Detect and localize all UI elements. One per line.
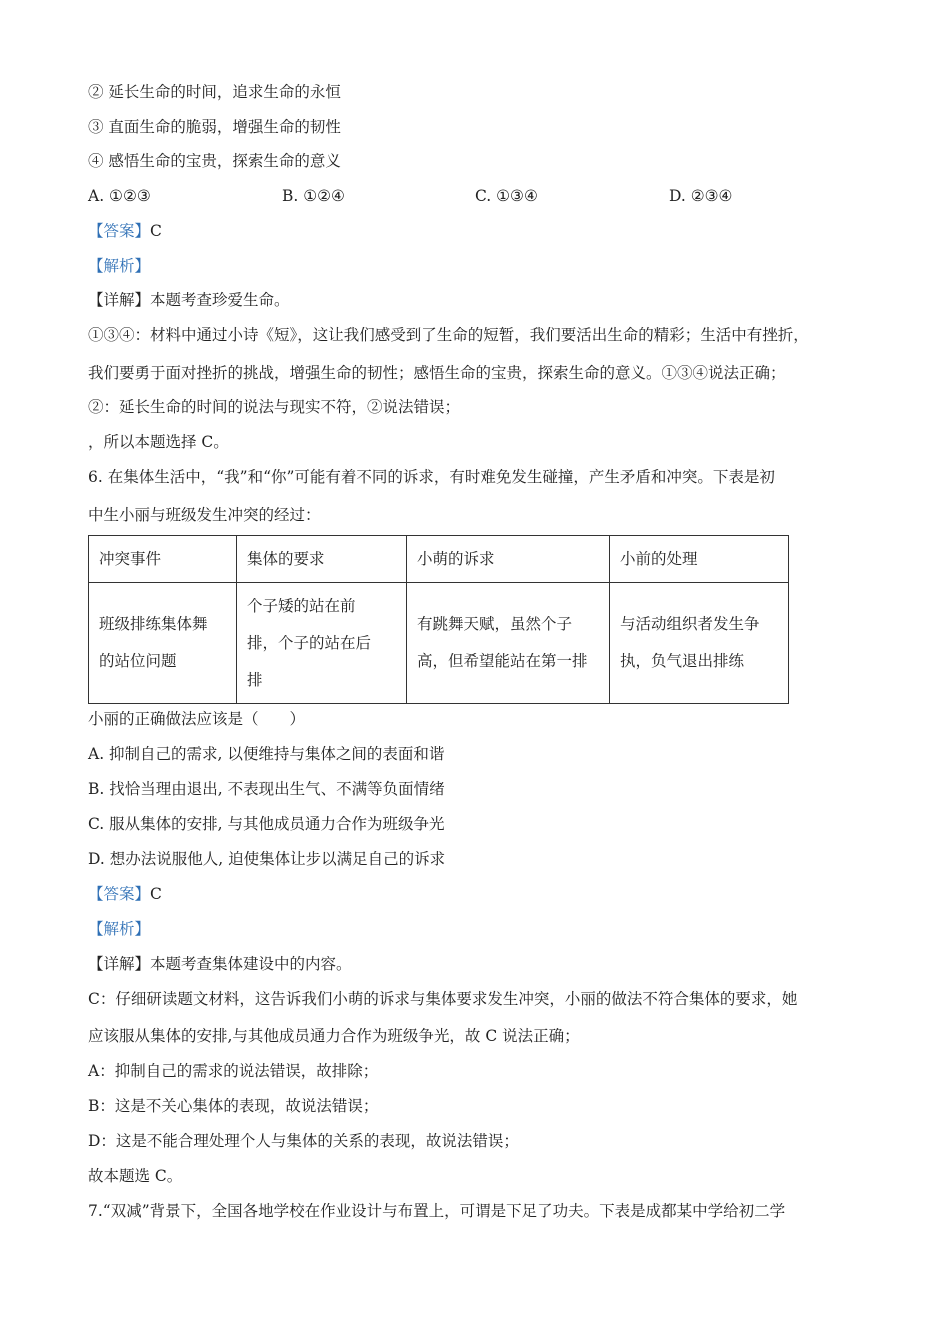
table-header-cell: 冲突事件 [89,536,237,583]
q5-explanation-line: ②：延长生命的时间的说法与现实不符，②说法错误； [88,398,461,416]
table-cell-event [89,583,237,704]
table-header-row [89,536,789,583]
q6-explanation-line: A：抑制自己的需求的说法错误，故排除； [88,1062,379,1080]
q6-answer [88,884,162,904]
q6-explanation-line: 应该服从集体的安排,与其他成员通力合作为班级争光，故 C 说法正确； [88,1027,580,1045]
q5-item-4: ④ 感悟生命的宝贵，探索生命的意义 [88,152,341,170]
q7-stem: 7.“双减”背景下，全国各地学校在作业设计与布置上，可谓是下足了功夫。下表是成都某中学给初二学 [88,1202,786,1220]
q5-option-a: A. ①②③ [88,187,151,205]
cell-line: 排 [247,670,263,689]
q5-option-d: D. ②③④ [669,187,733,205]
answer-label: 【答案】 [88,222,151,240]
q5-detail: 【详解】本题考查珍爱生命。 [88,291,290,309]
cell-line: 的站位问题 [99,652,177,670]
q6-option-d: D. 想办法说服他人, 迫使集体让步以满足自己的诉求 [88,850,446,868]
table-cell-appeal [407,583,610,704]
q5-item-3: ③ 直面生命的脆弱，增强生命的韧性 [88,118,341,136]
cell-line: 执，负气退出排练 [620,652,745,670]
q6-stem-cont: 中生小丽与班级发生冲突的经过： [88,506,321,524]
answer-value: C [150,222,162,240]
q6-explanation-line: C：仔细研读题文材料，这告诉我们小萌的诉求与集体要求发生冲突，小丽的做法不符合集体的要求，她 [88,990,798,1008]
q6-analysis-label: 【解析】 [88,920,151,938]
q5-conclusion: ，所以本题选择 C。 [88,433,229,451]
q5-analysis-label: 【解析】 [88,257,151,275]
conflict-table [88,535,789,704]
q5-item-2: ② 延长生命的时间，追求生命的永恒 [88,83,341,101]
q6-stem: 6. 在集体生活中，“我”和“你”可能有着不同的诉求，有时难免发生碰撞，产生矛盾和冲突。下表是初 [88,468,775,486]
table-cell-requirement [237,583,407,704]
table-row [89,583,789,704]
q6-conclusion: 故本题选 C。 [88,1167,183,1185]
cell-line: 班级排练集体舞 [99,615,208,633]
q6-explanation-line: D：这是不能合理处理个人与集体的关系的表现，故说法错误； [88,1132,519,1150]
table-header-cell: 小前的处理 [610,536,789,583]
answer-value: C [150,885,162,903]
cell-line: 高，但希望能站在第一排 [417,652,588,670]
answer-label: 【答案】 [88,885,151,903]
q6-explanation-line: B：这是不关心集体的表现，故说法错误； [88,1097,379,1115]
q6-option-b: B. 找恰当理由退出, 不表现出生气、不满等负面情绪 [88,780,445,798]
table-header-cell: 集体的要求 [237,536,407,583]
cell-line: 有跳舞天赋，虽然个子 [417,615,573,633]
q6-option-c: C. 服从集体的安排, 与其他成员通力合作为班级争光 [88,815,445,833]
table-cell-handling [610,583,789,704]
q5-option-b: B. ①②④ [282,187,345,205]
cell-line: 排，个子的站在后 [247,633,372,652]
q5-explanation-line: 我们要勇于面对挫折的挑战，增强生命的韧性；感悟生命的宝贵，探索生命的意义。①③④说法正确； [88,364,786,382]
cell-line: 个子矮的站在前 [247,596,356,615]
q5-answer [88,221,162,241]
table-header-cell: 小萌的诉求 [407,536,610,583]
q6-detail: 【详解】本题考查集体建设中的内容。 [88,955,352,973]
q6-option-a: A. 抑制自己的需求, 以便维持与集体之间的表面和谐 [88,745,445,763]
cell-line: 与活动组织者发生争 [620,615,760,633]
q5-explanation-line: ①③④：材料中通过小诗《短》，这让我们感受到了生命的短暂，我们要活出生命的精彩；生活中有挫折， [88,326,809,344]
q6-question: 小丽的正确做法应该是（ ） [88,710,306,728]
q5-option-c: C. ①③④ [475,187,538,205]
